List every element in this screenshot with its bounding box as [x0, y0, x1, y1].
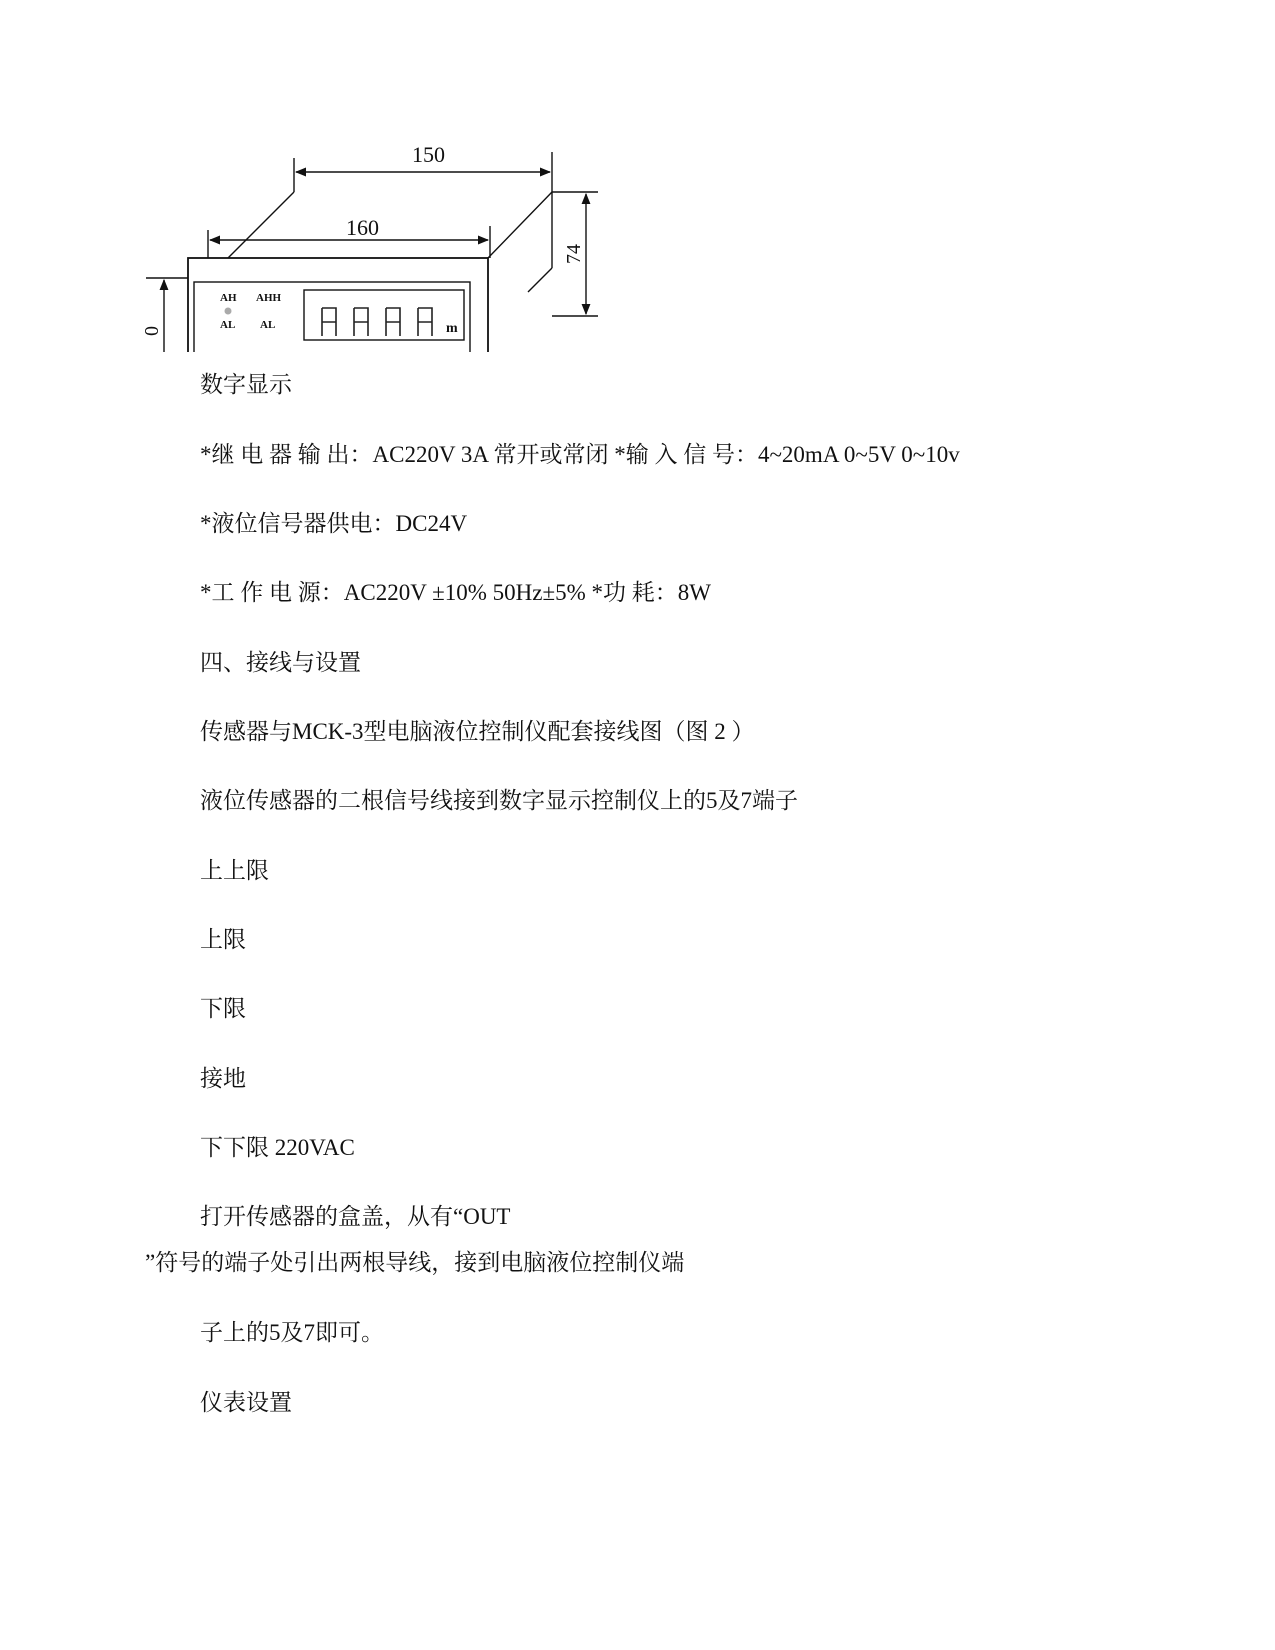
dimension-drawing-svg [140, 140, 620, 352]
label-lower-limit: 下限 [200, 996, 246, 1021]
front-bezel-outer [188, 258, 488, 352]
label-ground: 接地 [200, 1066, 246, 1091]
instrument-dimension-drawing [140, 140, 620, 352]
label-upper-limit: 上限 [200, 927, 246, 952]
paragraph-signal-wires: 液位传感器的二根信号线接到数字显示控制仪上的5及7端子 [200, 788, 798, 813]
box-top-right-edge [488, 192, 552, 258]
display-unit-label: m [446, 321, 458, 336]
dim-150-label: 150 [412, 142, 445, 167]
paragraph-terminals: 子上的5及7即可。 [200, 1320, 384, 1345]
dim-74-label: 74 [563, 244, 585, 264]
display-digit [386, 308, 400, 336]
paragraph-sensor-power: *液位信号器供电：DC24V [200, 511, 468, 536]
label-ahh: AHH [256, 292, 282, 304]
paragraph-wiring-diagram-caption: 传感器与MCK-3型电脑液位控制仪配套接线图（图 2 ） [200, 719, 755, 744]
paragraph-relay-input-spec: *继 电 器 输 出：AC220V 3A 常开或常闭 *输 入 信 号：4~20mA 0~5V 0~10v [200, 442, 960, 467]
box-top-left-edge [228, 192, 294, 258]
paragraph-open-cover-line2: ”符号的端子处引出两根导线，接到电脑液位控制仪端 [145, 1250, 685, 1275]
section-heading-wiring: 四、接线与设置 [200, 650, 361, 675]
label-ah: AH [220, 292, 237, 304]
label-lower-lower-limit: 下下限 220VAC [200, 1135, 355, 1160]
label-al-left: AL [220, 319, 236, 331]
paragraph-power-supply: *工 作 电 源：AC220V ±10% 50Hz±5% *功 耗：8W [200, 580, 711, 605]
dim-left-label: 0 [141, 326, 163, 336]
label-upper-upper-limit: 上上限 [200, 858, 269, 883]
indicator-led [225, 308, 232, 315]
paragraph-digital-display: 数字显示 [200, 372, 292, 397]
label-al-right: AL [260, 319, 276, 331]
section-heading-instrument-settings: 仪表设置 [200, 1390, 292, 1415]
display-digit [322, 308, 336, 336]
dim-160-label: 160 [346, 215, 379, 240]
box-bottom-right-edge [528, 268, 552, 292]
paragraph-open-cover-line1: 打开传感器的盒盖，从有“OUT [200, 1204, 511, 1229]
display-digit [354, 308, 368, 336]
display-window [304, 290, 464, 340]
display-digit [418, 308, 432, 336]
